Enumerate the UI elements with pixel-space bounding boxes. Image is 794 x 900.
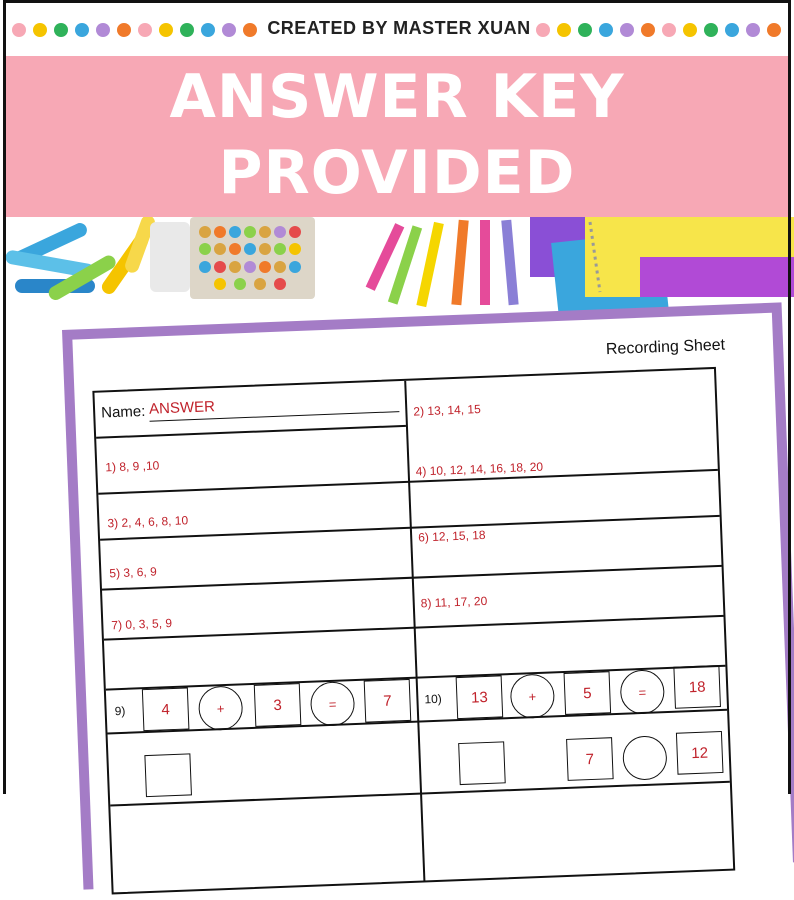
decorative-dot	[641, 23, 655, 37]
credit-text: CREATED BY MASTER XUAN	[267, 18, 531, 38]
decorative-dot	[767, 23, 781, 37]
answer-3: 3) 2, 4, 6, 8, 10	[107, 513, 189, 531]
name-value: ANSWER	[148, 398, 216, 418]
question-10-label: 10)	[424, 691, 443, 707]
answer-key-banner	[3, 56, 791, 217]
decorative-dot	[746, 23, 760, 37]
q10-operator: +	[510, 673, 556, 719]
row-divider	[96, 425, 406, 439]
q10-result: 18	[673, 665, 721, 709]
answer-8: 8) 11, 17, 20	[420, 593, 488, 611]
q9-box-a: 4	[142, 687, 190, 731]
q11-box-a	[144, 753, 192, 797]
answer-1: 1) 8, 9 ,10	[105, 458, 160, 475]
banner-line-1: ANSWER KEY	[169, 62, 625, 132]
decorative-dot	[33, 23, 47, 37]
decorative-dot	[159, 23, 173, 37]
decorative-dot	[222, 23, 236, 37]
answer-2: 2) 13, 14, 15	[413, 401, 481, 419]
markers-icon	[4, 217, 315, 303]
decorative-dot	[117, 23, 131, 37]
sheet-paper	[72, 313, 793, 899]
decorative-dot	[75, 23, 89, 37]
sheet-title: Recording Sheet	[605, 336, 726, 359]
decorative-dot	[201, 23, 215, 37]
decorative-dot	[599, 23, 613, 37]
name-label: Name:	[100, 402, 146, 422]
q9-operator: +	[198, 685, 244, 731]
decorative-dot	[725, 23, 739, 37]
q9-equals: =	[310, 681, 356, 727]
decorative-dot	[12, 23, 26, 37]
recording-sheet	[62, 302, 794, 889]
crayons-icon	[366, 220, 519, 307]
decorative-dot	[96, 23, 110, 37]
dots-right	[536, 23, 781, 37]
decorative-dot	[557, 23, 571, 37]
decorative-dot	[243, 23, 257, 37]
decorative-dot	[578, 23, 592, 37]
q9-result: 7	[364, 679, 412, 723]
q12-box-a	[458, 741, 506, 785]
decorative-dot	[662, 23, 676, 37]
decorative-dot	[704, 23, 718, 37]
decorative-dot	[683, 23, 697, 37]
decorative-dot	[620, 23, 634, 37]
answer-4: 4) 10, 12, 14, 16, 18, 20	[415, 459, 544, 479]
column-divider	[404, 381, 425, 881]
q9-box-b: 3	[254, 683, 302, 727]
q12-box-b: 7	[566, 737, 614, 781]
answer-grid	[92, 367, 735, 895]
q10-equals: =	[619, 669, 665, 715]
q10-box-a: 13	[456, 675, 504, 719]
answer-7: 7) 0, 3, 5, 9	[111, 615, 173, 633]
top-bar	[0, 0, 794, 58]
answer-5: 5) 3, 6, 9	[109, 564, 157, 581]
decorative-dot	[180, 23, 194, 37]
q12-equals	[622, 735, 668, 781]
q10-box-b: 5	[564, 671, 612, 715]
banner-line-2: PROVIDED	[218, 138, 576, 208]
dots-left	[12, 23, 257, 37]
q12-result: 12	[676, 731, 724, 775]
decorative-dot	[138, 23, 152, 37]
decorative-dot	[536, 23, 550, 37]
decorative-dot	[54, 23, 68, 37]
answer-6: 6) 12, 15, 18	[417, 527, 486, 545]
question-9-label: 9)	[114, 703, 126, 719]
